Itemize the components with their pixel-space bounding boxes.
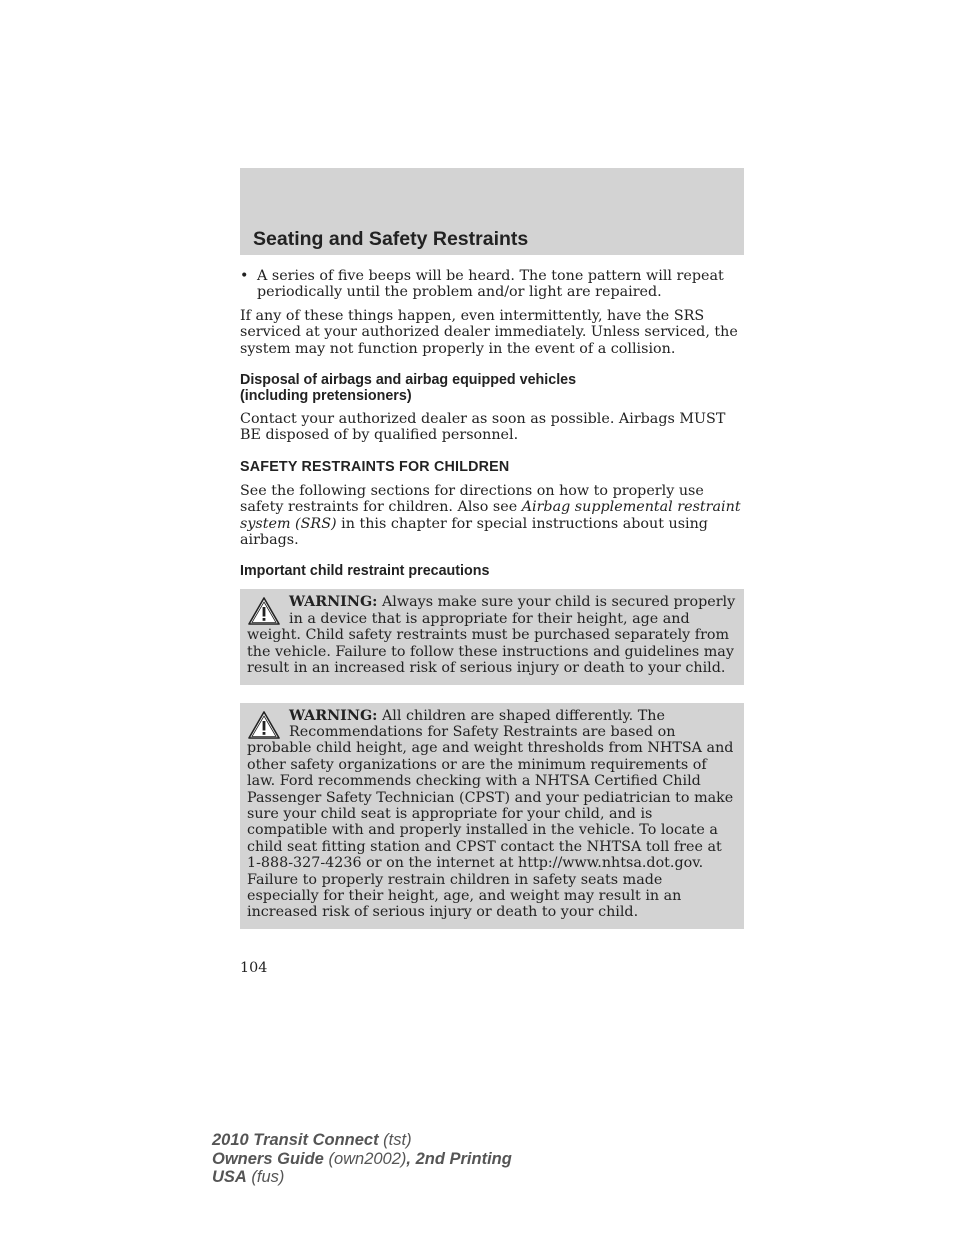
children-text-after: in this chapter for special instructions about using airbags.	[240, 515, 708, 549]
warning-text: Always make sure your child is secured properly in a device that is appropriate for their height, age and weight. Child safety restraints must be purchased separately from the vehicle. Failure to follow these instructions and guidelines may result in an increased risk of serious injury or death to your child.	[247, 594, 736, 677]
service-paragraph: If any of these things happen, even intermittently, have the SRS serviced at your authorized dealer immediately. Unless serviced, the system may not function properly in the event of a collision.	[240, 307, 738, 357]
section-header-band	[240, 168, 744, 255]
list-item	[240, 268, 744, 301]
page-number: 104	[240, 960, 268, 976]
footer-printing: , 2nd Printing	[406, 1149, 512, 1168]
precautions-heading: Important child restraint precautions	[240, 563, 490, 580]
bullet-icon: •	[240, 268, 249, 284]
warning-label: WARNING:	[289, 707, 378, 724]
footer-region-code: (fus)	[246, 1168, 285, 1186]
warning-label: WARNING:	[289, 594, 378, 611]
warning-triangle-icon	[247, 596, 281, 626]
children-heading: SAFETY RESTRAINTS FOR CHILDREN	[240, 458, 510, 475]
footer-guide-code: (own2002)	[323, 1149, 407, 1168]
page-content	[240, 268, 744, 929]
footer-region: USA	[212, 1168, 247, 1186]
disposal-heading-line1: Disposal of airbags and airbag equipped vehicles	[240, 372, 577, 389]
children-paragraph	[240, 483, 744, 549]
footer-line-1	[212, 1131, 512, 1150]
bullet-text: A series of five beeps will be heard. The tone pattern will repeat periodically until the problem and/or light are repaired.	[257, 268, 724, 301]
section-title: Seating and Safety Restraints	[253, 228, 529, 250]
warning-text: All children are shaped differently. The Recommendations for Safety Restraints are based on probable child height, age and weight thresholds from NHTSA and other safety organizations or are the minimum requirements of law. Ford recommends checking with a NHTSA Certified Child Passenger Safety Technician (CPST) and your pediatrician to make sure your child seat is appropriate for your child, and is compatible with and properly installed in the vehicle. To locate a child seat fitting station and CPST contact the NHTSA toll free at 1-888-327-4236 or on the internet at http://www.nhtsa.dot.gov. Failure to properly restrain children in safety seats made especially for their height, age, and weight may result in an increased risk of serious injury or death to your child.	[247, 707, 734, 921]
warning-box-2	[240, 703, 744, 929]
footer-guide: Owners Guide	[212, 1149, 324, 1168]
srs-reference: Airbag supplemental restraint system (SRS)	[240, 499, 741, 532]
footer-model-code: (tst)	[378, 1131, 412, 1149]
footer-line-3	[212, 1168, 512, 1187]
warning-box-1	[240, 589, 744, 684]
children-text-before: See the following sections for directions on how to properly use safety restraints for children. Also see	[240, 482, 704, 516]
warning-triangle-icon	[247, 710, 281, 740]
footer-line-2	[212, 1150, 512, 1169]
document-footer	[212, 1131, 512, 1187]
disposal-heading	[240, 372, 744, 404]
disposal-paragraph: Contact your authorized dealer as soon as possible. Airbags MUST BE disposed of by qualified personnel.	[240, 411, 726, 444]
disposal-heading-line2: (including pretensioners)	[240, 388, 412, 405]
footer-model: 2010 Transit Connect	[212, 1131, 379, 1149]
